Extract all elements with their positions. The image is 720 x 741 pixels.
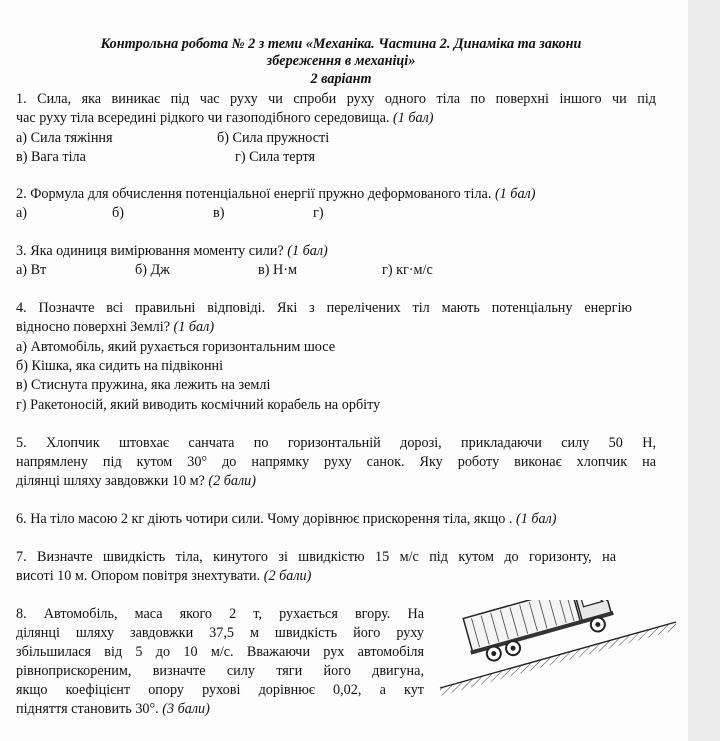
question-7-text-line2: висоті 10 м. Опором повітря знехтувати. (2 бали)	[16, 568, 312, 584]
question-4-option-b: б) Кішка, яка сидить на підвіконні	[16, 358, 224, 374]
question-5-points: (2 бали)	[208, 473, 257, 489]
question-5-text-line3: ділянці шляху завдовжки 10 м? (2 бали)	[16, 473, 257, 489]
question-4-points: (1 бал)	[173, 319, 215, 335]
question-3-text: 3. Яка одиниця вимірювання моменту сили? (1 бал)	[16, 243, 328, 259]
page-margin-bar	[688, 0, 720, 741]
question-2-option-a: а)	[16, 205, 28, 221]
variant-label: 2 варіант	[310, 71, 372, 87]
question-8-text: 8. Автомобіль, маса якого 2 т, рухається вгору. На	[16, 606, 424, 622]
question-8-text-line2: ділянці шляху завдовжки 37,5 м швидкість його руху	[16, 625, 424, 641]
question-7-text: 7. Визначте швидкість тіла, кинутого зі швидкістю 15 м/с під кутом до горизонту, на	[16, 549, 616, 565]
question-8-text-line5: якщо коефіцієнт опору рухові дорівнює 0,02, а кут	[16, 682, 424, 698]
question-2-text: 2. Формула для обчислення потенціальної енергії пружно деформованого тіла. (1 бал)	[16, 186, 536, 202]
question-5-text-line2: напрямлену під кутом 30° до напрямку руху санок. Яку роботу виконає хлопчик на	[16, 454, 656, 470]
question-3-option-c: в) Н·м	[258, 262, 297, 278]
question-4-text-cont: відносно поверхні Землі? (1 бал)	[16, 319, 215, 335]
test-title: Контрольна робота № 2 з теми «Механіка. Частина 2. Динаміка та закони	[100, 36, 582, 52]
question-2-option-b: б)	[112, 205, 124, 221]
test-title-continued: збереження в механіці»	[266, 53, 416, 69]
truck-on-incline-illustration	[438, 600, 680, 700]
question-2-option-d: г)	[313, 205, 324, 221]
question-1-points: (1 бал)	[393, 110, 434, 126]
question-4-option-c: в) Стиснута пружина, яка лежить на землі	[16, 377, 271, 393]
question-7-points: (2 бали)	[263, 568, 312, 584]
question-4-text: 4. Позначте всі правильні відповіді. Які з перелічених тіл мають потенціальну енергію	[16, 300, 632, 316]
question-6-text: 6. На тіло масою 2 кг діють чотири сили. Чому дорівнює прискорення тіла, якщо . (1 бал)	[16, 511, 557, 527]
question-1-text-cont: час руху тіла всередині рідкого чи газоподібного середовища. (1 бал)	[16, 110, 434, 126]
question-6-points: (1 бал)	[515, 511, 557, 527]
question-2-points: (1 бал)	[494, 186, 536, 202]
question-3-option-a: а) Вт	[16, 262, 47, 278]
question-3-option-b: б) Дж	[135, 262, 170, 278]
question-8-text-line3: збільшилася від 5 до 10 м/с. Вважаючи рух автомобіля	[16, 644, 424, 660]
question-4-option-d: г) Ракетоносій, який виводить космічний корабель на орбіту	[16, 397, 381, 413]
question-3-option-d: г) кг·м/с	[382, 262, 433, 278]
question-1-option-d: г) Сила тертя	[235, 149, 316, 165]
question-8-text-line4: рівноприскореним, визначте силу тяги його двигуна,	[16, 663, 424, 679]
question-8-points: (3 бали)	[162, 701, 210, 717]
question-1-text: 1. Сила, яка виникає під час руху чи спроби руху одного тіла по поверхні іншого чи під	[16, 91, 656, 107]
question-1-option-b: б) Сила пружності	[217, 130, 330, 146]
question-1-option-c: в) Вага тіла	[16, 149, 86, 165]
question-8-text-line6: підняття становить 30°. (3 бали)	[16, 701, 210, 717]
question-1-option-a: а) Сила тяжіння	[16, 130, 113, 146]
question-5-text: 5. Хлопчик штовхає санчата по горизонтальній дорозі, прикладаючи силу 50 Н,	[16, 435, 656, 451]
question-3-points: (1 бал)	[287, 243, 328, 259]
question-4-option-a: а) Автомобіль, який рухається горизонтальним шосе	[16, 339, 336, 355]
truck-icon	[461, 600, 617, 666]
question-2-option-c: в)	[213, 205, 225, 221]
